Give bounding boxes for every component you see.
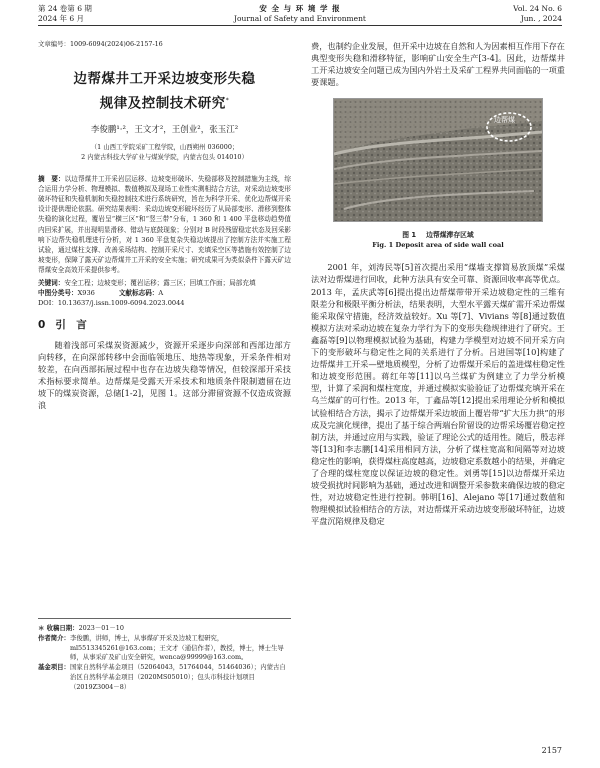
funding-row: [38, 663, 291, 692]
left-column: [38, 40, 291, 411]
figure-1-photo: [333, 98, 543, 222]
authors: 李俊鹏¹·²，王文才²，王创业²，张玉江²: [90, 124, 239, 135]
funding-text: 国家自然科学基金项目（52064043，51764044，51464036）；内蒙古自治区自然科学基金项目（2020MS05010）；包头市科技计划项目（2019Z3004－8）: [69, 663, 286, 691]
abstract-label: 摘 要：: [38, 174, 65, 183]
figure-title-cn: 边帮煤滞存区域: [426, 231, 474, 240]
keywords-text: 安全工程；边坡变形；覆岩运移；露三区；回填工作面；局部充填: [64, 278, 256, 287]
page-number: 2157: [541, 746, 562, 755]
affiliation-2: 2 内蒙古科技大学矿业与煤炭学院，内蒙古包头 014010）: [81, 152, 248, 161]
figure-number: 图 1: [402, 231, 417, 240]
affiliation-1: （1 山西工学院采矿工程学院，山西朔州 036000；: [90, 142, 239, 151]
volume-issue-cn: 第 24 卷第 6 期: [38, 4, 92, 13]
running-header: [38, 3, 562, 26]
classification-line: [38, 288, 291, 298]
header-center: [38, 4, 562, 24]
title-footnote-mark: *: [225, 97, 230, 104]
author-bio-label: 作者简介：: [38, 633, 70, 642]
title-line-1: 边帮煤井工开采边坡变形失稳: [73, 71, 256, 87]
date-cn: 2024 年 6 月: [38, 14, 85, 23]
abstract: [38, 174, 291, 276]
journal-name-en: Journal of Safety and Environment: [234, 14, 366, 23]
date-en: Jun. , 2024: [520, 14, 562, 23]
received-date: 2023－01－10: [78, 624, 124, 632]
right-top-paragraph: 费，也制约企业发展，但开采中边坡在自然和人为因素相互作用下存在典型变形失稳和滑移特征，影响矿山安全生产[3-4]。因此，边帮煤井工开采边坡安全问题已成为国内外岩土及采矿工程界共同面临的一项重要课题。: [311, 41, 565, 88]
title-line-2-wrap: [38, 90, 291, 115]
intro-text-end: [1-2]，见图 1。这部分滞留资源不仅造成资源浪: [38, 387, 291, 410]
journal-name-cn: 安 全 与 环 境 学 报: [259, 4, 341, 13]
funding-label: 基金项目：: [38, 663, 70, 672]
footnote: [38, 618, 291, 693]
section-title: 引 言: [55, 318, 87, 331]
doc-code: A: [158, 288, 164, 297]
author-bio-row: [38, 634, 291, 663]
volume-issue-en: Vol. 24 No. 6: [513, 4, 562, 13]
intro-text: 随着浅部可采煤炭资源减少，资源开采逐步向深部和西部边部方向转移，在向深部转移中会面临领地压、地热等现象，开采条件相对较差，在向西部拓展过程中也存在边坡失稳等情况，但较深部开采技术指标要求简单。边帮煤是受露天开采技术和地质条件限制遗留在边坡下的煤炭资源，总储: [38, 339, 291, 398]
received-label: ＊ 收稿日期：: [38, 624, 79, 632]
received-row: [38, 624, 291, 634]
header-right: [513, 4, 562, 24]
figure-caption-en: Fig. 1 Deposit area of side wall coal: [372, 241, 504, 250]
section-heading: [38, 317, 291, 332]
doi: DOI：10.13637/j.issn.1009-6094.2023.0044: [38, 298, 185, 307]
author-bio-text: 李俊鹏，讲师，博士，从事煤矿开采及边坡工程研究，ml5513345261@163.com；王文才（通信作者），教授，博士，博士生导师，从事采矿及矿山安全研究，wenca@99999@163.com。: [69, 633, 284, 662]
intro-paragraph: [38, 339, 291, 412]
keywords-label: 关键词：: [38, 278, 65, 287]
article-number: 文章编号：1009-6094(2024)06-2157-16: [38, 40, 163, 48]
clc-number: X936: [77, 288, 95, 297]
title-line-2: 规律及控制技术研究: [99, 95, 226, 112]
affiliations: [38, 142, 291, 162]
section-number: 0: [38, 318, 46, 331]
literature-review-paragraph: 2001 年，刘涛民等[5]首次提出采用“煤墙支撑简易放顶煤”采煤法对边帮煤进行回收，此种方法具有安全可靠、资源回收率高等优点。2013 年，孟庆武等[6]提出提出边帮煤带带开采边坡稳定性的三维有限差分和极限平衡分析法，结果表明，大型水平露天煤矿需开采边帮煤能采取保守措施，经济效益较好。Xu 等[7]、Vivians 等[8]通过数值模拟方法对采动边坡在复杂力学行为下的变形失稳规律进行了研究。王鑫磊等[9]以物理模拟试验为基础，构建力学模型对边坡不同开采方向下的变形破坏与稳定性之间的关系进行了分析。吕进国等[10]构建了边帮煤井工开采—壁地质模型，分析了边帮煤开采后的盖进煤柱稳定性和边坡变形范围。蒋红年等[11]以乌兰煤矿为例建立了力学分析模型，计算了采润和煤柱宽度，并通过模拟实验验证了边帮煤充填开采在乌兰煤矿的可行性。2013 年，丁鑫品等[12]提出采用理论分析和模拟试验相结合方法，揭示了边帮煤开采边坡面上覆岩带“扩大压力拱”的形成及完演化规律，提出了基于综合两端台阶留设的边帮采场覆岩稳定控制方法，并通过应用与实践，验证了理论公式的适用性。随后，殷志祥等[13]和李志鹏[14]采用相同方法，分析了煤柱宽高和间隔等对边坡稳定性的影响，获得煤柱高度越高，边坡稳定系数越小的结果，并确定了合理的煤柱宽度以保证边坡的稳定性。刘勇等[15]以边帮煤开采边坡受损扰时间影响为基础，通过改进和调整开采参数来确保边坡的稳定性，对边坡稳定性进行控制。韩明[16]、Alejano 等[17]通过数值和物理模拟试验相结合的方法，对边帮煤开采动边坡变形破坏特征，边坡平盘沉陷规律及稳定: [311, 262, 565, 527]
doc-code-label: 文献标志码：: [118, 288, 159, 297]
abstract-text: 以边帮煤井工开采岩层运移、边坡变形破坏、失稳部移及控制措施为主线，综合运用力学分析、物理模拟、数值模拟及现场工业性实测相结合方法，对采动边坡变形破坏特征和失稳机制和失稳控制技术进行系统研究，旨在为科学开采、优化边帮煤开采设计提供理论依据。研究结果表明：采动边坡变形破坏经历了从局部变形、滑移到整体失稳的演化过程，覆岩呈“横三区”和“竖三带”分布，1 360 和 1 400 平盘移动趋势值内回采扩展，并出现明显滑移、错动与底鼓现象；分别对 B 时段残留稳定状态及回采影响下边帮失稳机理进行分析，对 1 360 平盘复杂失稳边坡提出了控制方法并实施工程试验，通过煤柱支撑、改善采场结构、控制开采尺寸、充填采空区等措施有效控制了边坡变形，保障了露天矿边帮煤井工开采的安全实施；研究成果可为类似条件下露天矿边帮煤安全高效开采提供参考。: [38, 174, 292, 275]
paper-title: [38, 69, 291, 115]
right-column: [311, 40, 565, 527]
keywords: [38, 278, 291, 288]
figure-label: 边帮煤: [494, 116, 515, 125]
figure-caption-cn: [311, 229, 565, 239]
clc-label: 中图分类号：: [38, 288, 78, 297]
